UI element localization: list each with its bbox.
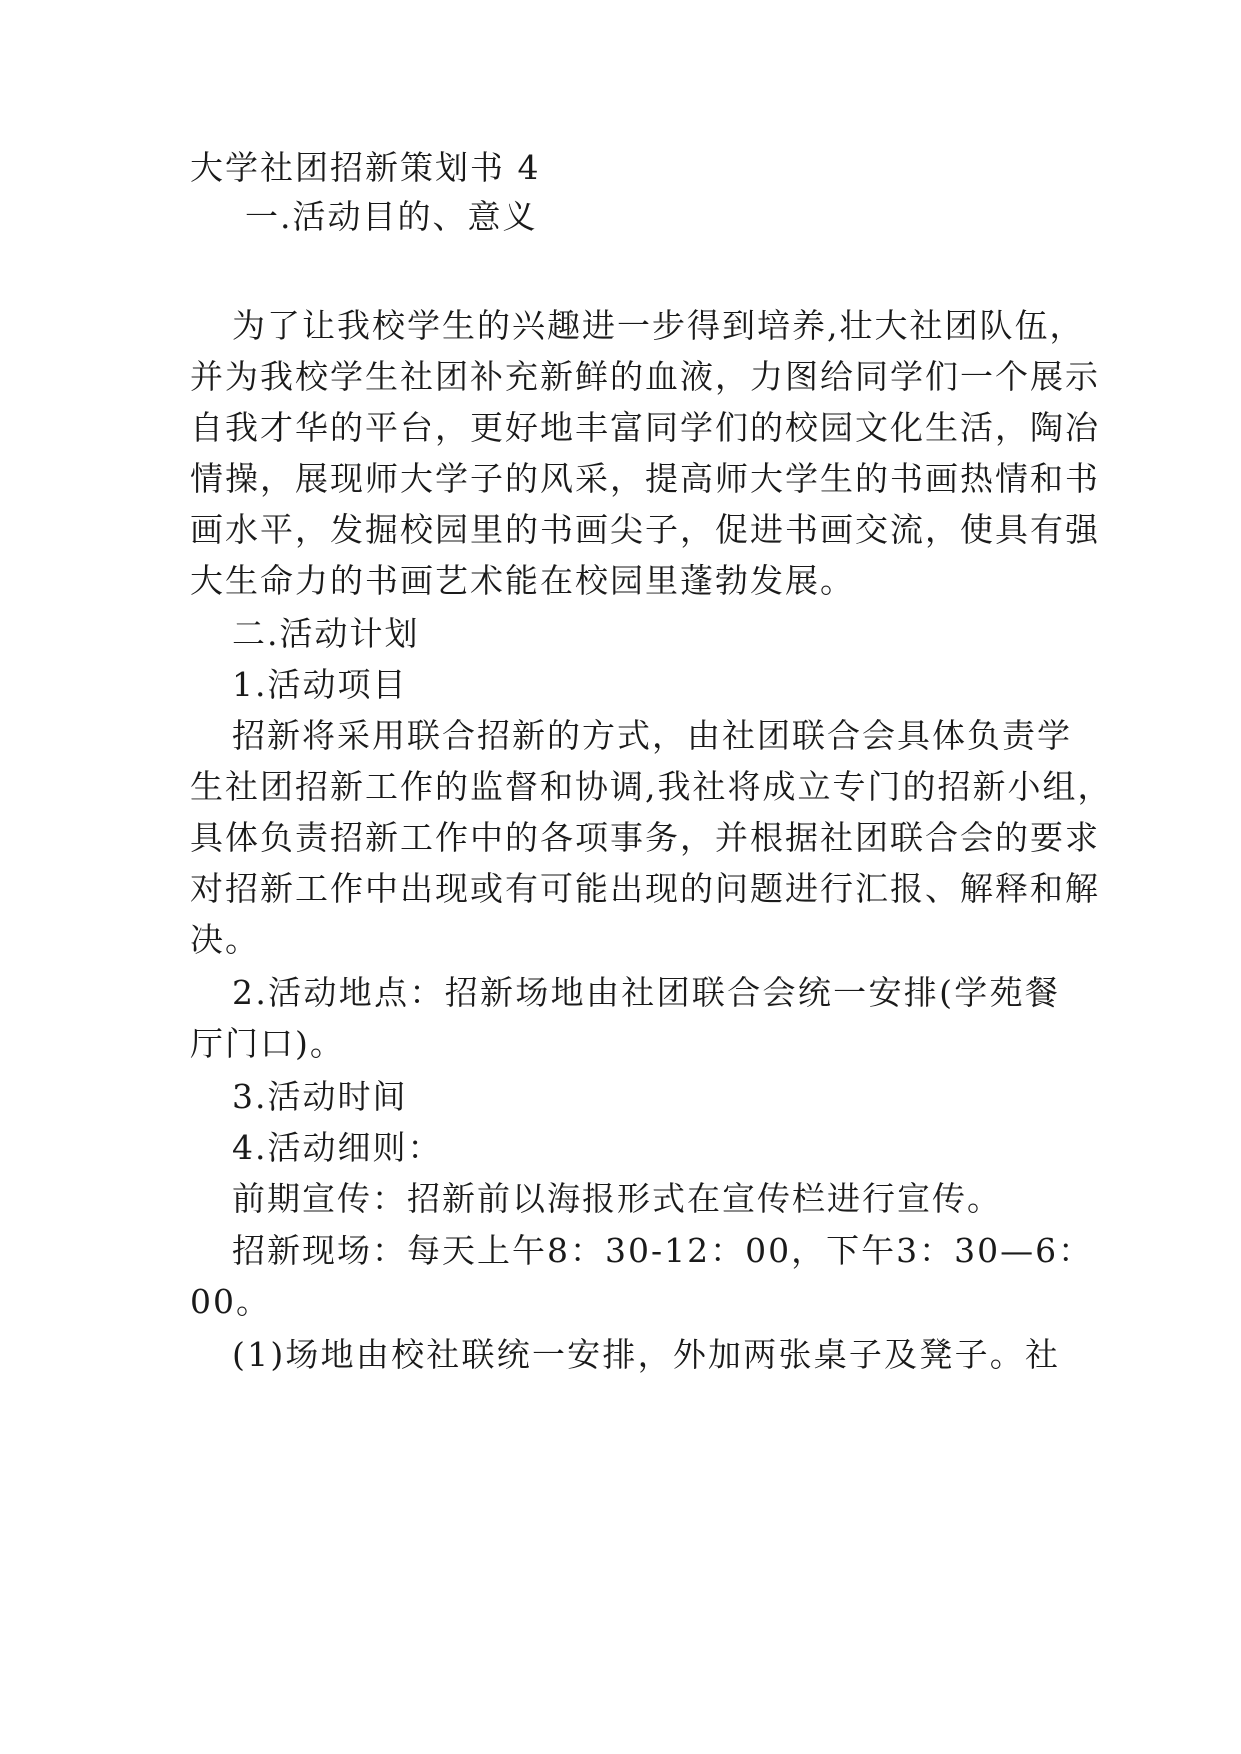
paragraph-2-line-1: 招 新 将 采 用 联 合 招 新 的 方 式 ， 由 社 团 联 合 会 具 体 负 责 学	[232, 716, 1072, 755]
paragraph-2-line-3: 具 体 负 责 招 新 工 作 中 的 各 项 事 务 ， 并 根 据 社 团 联 合 会 的 要 求	[190, 818, 1100, 857]
publicity-line: 前期宣传：招新前以海报形式在宣传栏进行宣传。	[232, 1179, 1002, 1218]
paragraph-1-line-1: 为 了 让 我 校 学 生 的 兴 趣 进 一 步 得 到 培 养 , 壮 大 社 团 队 伍 ，	[232, 306, 1085, 345]
onsite-line-1: 招 新 现 场 ： 每 天 上 午 8 ： 3 0 - 1 2 ： 0 0 ， 下 午 3 ： 3 0 — 6 ：	[232, 1231, 1094, 1270]
section-heading-1: 一.活动目的、意义	[245, 197, 538, 236]
paragraph-2-line-5: 决。	[190, 920, 260, 959]
paragraph-1-line-6: 大生命力的书画艺术能在校园里蓬勃发展。	[190, 561, 855, 600]
item-1-heading: 1.活动项目	[232, 665, 408, 704]
document-title: 大学社团招新策划书 4	[190, 148, 541, 187]
paragraph-2-line-2: 生 社 团 招 新 工 作 的 监 督 和 协 调 , 我 社 将 成 立 专 门 的 招 新 小 组 ，	[190, 767, 1113, 806]
paragraph-1-line-5: 画 水 平 ， 发 掘 校 园 里 的 书 画 尖 子 ， 促 进 书 画 交 流 ， 使 具 有 强	[190, 510, 1100, 549]
section-heading-2: 二.活动计划	[232, 614, 420, 653]
item-2-line-1: 2 . 活 动 地 点 ： 招 新 场 地 由 社 团 联 合 会 统 一 安 排 ( 学 苑 餐	[232, 973, 1060, 1012]
paragraph-1-line-2: 并 为 我 校 学 生 社 团 补 充 新 鲜 的 血 液 ， 力 图 给 同 学 们 一 个 展 示	[190, 357, 1100, 396]
paragraph-1-line-4: 情 操 ， 展 现 师 大 学 子 的 风 采 ， 提 高 师 大 学 生 的 书 画 热 情 和 书	[190, 459, 1100, 498]
item-4-heading: 4.活动细则：	[232, 1128, 443, 1167]
onsite-line-2: 00。	[190, 1282, 271, 1321]
item-3-heading: 3.活动时间	[232, 1077, 408, 1116]
sub-item-1-line: ( 1 ) 场 地 由 校 社 联 统 一 安 排 ， 外 加 两 张 桌 子 及 凳 子 。 社	[232, 1335, 1060, 1374]
item-2-line-2: 厅门口)。	[190, 1024, 345, 1063]
paragraph-2-line-4: 对 招 新 工 作 中 出 现 或 有 可 能 出 现 的 问 题 进 行 汇 报 、 解 释 和 解	[190, 869, 1100, 908]
paragraph-1-line-3: 自 我 才 华 的 平 台 ， 更 好 地 丰 富 同 学 们 的 校 园 文 化 生 活 ， 陶 冶	[190, 408, 1100, 447]
